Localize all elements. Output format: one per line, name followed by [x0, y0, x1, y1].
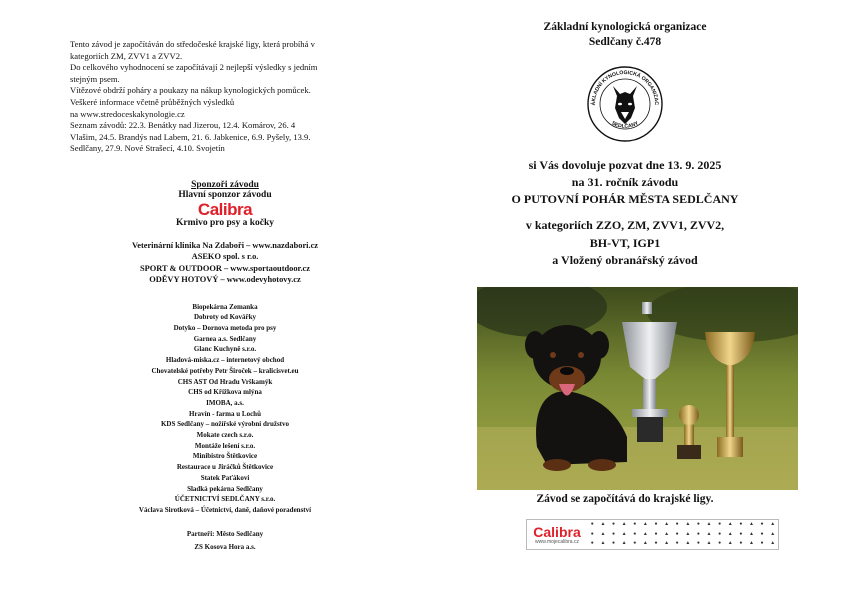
dog-icon: ● — [760, 531, 764, 537]
dog-icon: ● — [654, 531, 658, 537]
dog-icon: ● — [760, 522, 764, 527]
dog-icon: ● — [739, 531, 743, 537]
cat-icon: ▲ — [748, 541, 754, 547]
dog-icon: ● — [675, 541, 679, 547]
info-line: stejným psem. — [70, 73, 120, 84]
sponsor-item: CHS od Křížkova mlýna — [188, 388, 262, 397]
info-line: na www.stredoceskakynologie.cz — [70, 108, 185, 119]
calibra-logo: Calibra — [197, 200, 253, 219]
cat-icon: ▲ — [621, 531, 627, 537]
dog-icon: ● — [675, 522, 679, 527]
cat-icon: ▲ — [664, 541, 670, 547]
dog-icon: ● — [590, 522, 594, 527]
cat-icon: ▲ — [706, 541, 712, 547]
dog-icon: ● — [739, 541, 743, 547]
cat-icon: ▲ — [706, 522, 712, 527]
sponsors-section — [40, 180, 410, 554]
sponsor-item: Veterinární klinika Na Zdaboři – www.nazdabori.cz — [131, 241, 319, 250]
dog-icon: ● — [739, 522, 743, 527]
main-sponsor-label: Hlavní sponzor závodu — [178, 190, 272, 200]
logo-arc-top: ÁKLADNÍ KYNOLOGICKÁ ORGANIZAC — [590, 69, 660, 106]
dog-icon: ● — [654, 522, 658, 527]
dog-icon: ● — [718, 522, 722, 527]
invitation-page — [460, 20, 790, 269]
calibra-banner — [526, 519, 779, 550]
cat-icon: ▲ — [600, 531, 606, 537]
banner-url: www.mojecalibra.cz — [535, 538, 579, 545]
cat-icon: ▲ — [727, 522, 733, 527]
sponsors-title: Sponzoři závodu — [191, 180, 259, 190]
org-number: Sedlčany č.478 — [588, 36, 662, 48]
banner-brand-area — [527, 520, 587, 549]
cat-icon: ▲ — [621, 522, 627, 527]
dog-icon: ● — [696, 522, 700, 527]
dog-icon: ● — [696, 531, 700, 537]
cat-icon: ▲ — [706, 531, 712, 537]
cat-icon: ▲ — [727, 541, 733, 547]
sponsor-item: Dotyko – Dornova metoda pro psy — [173, 324, 277, 333]
categories-line: BH-VT, IGP1 — [589, 235, 661, 250]
sponsor-item: Chovatelské potřeby Petr Široček – kralicisvet.eu — [151, 366, 299, 375]
categories-text — [460, 217, 790, 269]
cat-icon: ▲ — [664, 522, 670, 527]
dog-icon: ● — [718, 531, 722, 537]
partner-item: Partneři: Město Sedlčany — [186, 529, 264, 538]
cat-icon: ▲ — [685, 531, 691, 537]
dog-icon: ● — [612, 522, 616, 527]
sponsor-item: IMOBA, a.s. — [206, 398, 244, 407]
sponsor-item: Glanc Kuchyně s.r.o. — [193, 345, 257, 354]
info-line: kategoriích ZM, ZVV1 a ZVV2. — [70, 50, 183, 61]
sponsor-list-major — [40, 240, 410, 286]
partner-item: ZS Kosova Hora a.s. — [194, 542, 256, 551]
rottweiler-trophies-photo — [477, 287, 798, 490]
sponsor-item: SPORT & OUTDOOR – www.sportaoutdoor.cz — [139, 263, 310, 273]
sponsor-item: Mokate czech s.r.o. — [196, 431, 254, 440]
cat-icon: ▲ — [770, 531, 776, 537]
sponsor-list-minor — [40, 302, 410, 516]
sponsor-item: Statek Paťákovi — [200, 473, 250, 482]
dog-icon: ● — [654, 541, 658, 547]
sponsor-item: ODĚVY HOTOVÝ – www.odevyhotovy.cz — [149, 275, 301, 285]
cat-icon: ▲ — [685, 541, 691, 547]
logo-arc-bottom: SEDLČANY — [610, 120, 640, 130]
invitation-text — [460, 157, 790, 207]
sponsor-item: Hladová-miska.cz – internetový obchod — [165, 356, 285, 365]
sponsor-item: CHS AST Od Hradu Vrškamýk — [177, 377, 273, 386]
cat-icon: ▲ — [748, 522, 754, 527]
sponsor-item: Sladká pekárna Sedlčany — [187, 484, 263, 493]
info-line: Vítězové obdrží poháry a poukazy na nákup kynologických pomůcek. — [70, 85, 311, 96]
partners-list — [40, 528, 410, 554]
main-sponsor-tagline: Krmivo pro psy a kočky — [175, 218, 274, 228]
sponsor-item: Garnea a.s. Sedlčany — [193, 334, 257, 343]
cat-icon: ▲ — [770, 522, 776, 527]
dog-icon: ● — [633, 541, 637, 547]
invite-edition: na 31. ročník závodu — [571, 174, 679, 189]
invite-title: O PUTOVNÍ POHÁR MĚSTA SEDLČANY — [511, 191, 739, 206]
sponsor-item: Václava Sirotková – Účetnictví, daně, daňové poradenství — [138, 505, 312, 514]
dog-icon: ● — [590, 541, 594, 547]
cat-icon: ▲ — [664, 531, 670, 537]
club-logo — [585, 64, 665, 144]
dog-icon: ● — [633, 531, 637, 537]
cat-icon: ▲ — [642, 531, 648, 537]
org-name: Základní kynologická organizace — [543, 21, 707, 33]
info-line: Seznam závodů: 22.3. Benátky nad Jizerou, 12.4. Komárov, 26. 4 — [70, 120, 296, 131]
info-line: Do celkového vyhodnocení se započítávají 2 nejlepší výsledky s jedním — [70, 62, 318, 73]
dog-icon: ● — [590, 531, 594, 537]
cat-icon: ▲ — [642, 522, 648, 527]
dog-icon: ● — [633, 522, 637, 527]
cat-icon: ▲ — [748, 531, 754, 537]
dog-icon: ● — [718, 541, 722, 547]
league-caption: Závod se započítává do krajské ligy. — [536, 493, 714, 505]
sponsor-item: ÚČETNICTVÍ SEDLČANY s.r.o. — [174, 495, 276, 504]
info-line: Tento závod je započítáván do středočeské krajské ligy, která probíhá v — [70, 39, 315, 49]
cat-icon: ▲ — [621, 541, 627, 547]
league-info — [70, 39, 400, 155]
sponsor-item: ASEKO spol. s r.o. — [191, 252, 259, 262]
sponsor-item: Montáže lešení s.r.o. — [194, 441, 256, 450]
categories-line: v kategoriích ZZO, ZM, ZVV1, ZVV2, — [525, 218, 725, 233]
cat-icon: ▲ — [600, 541, 606, 547]
sponsor-item: Dobroty od Kovářky — [193, 313, 257, 322]
invite-date: si Vás dovoluje pozvat dne 13. 9. 2025 — [528, 158, 722, 172]
info-line: Vlašim, 24.5. Brandýs nad Labem, 21. 6. Jabkenice, 6.9. Pyšely, 13.9. — [70, 131, 311, 142]
dog-icon: ● — [696, 541, 700, 547]
cat-icon: ▲ — [600, 522, 606, 527]
sponsor-item: Hravín - farma u Lochů — [189, 409, 261, 418]
pet-icons-pattern — [587, 520, 778, 549]
dog-icon: ● — [612, 531, 616, 537]
banner-calibra-logo: Calibra — [533, 523, 581, 540]
dog-icon: ● — [675, 531, 679, 537]
cat-icon: ▲ — [642, 541, 648, 547]
sponsor-item: Restaurace u Jiráčků Štětkovice — [176, 463, 274, 472]
categories-line: a Vložený obranářský závod — [552, 252, 698, 267]
dog-icon: ● — [612, 541, 616, 547]
sponsor-item: Biopekárna Zemanka — [192, 302, 258, 311]
cat-icon: ▲ — [770, 541, 776, 547]
cat-icon: ▲ — [727, 531, 733, 537]
info-line: Veškeré informace včetně průběžných výsledků — [70, 96, 235, 107]
dog-icon: ● — [760, 541, 764, 547]
sponsor-item: Minibistro Štětkovice — [192, 452, 258, 461]
sponsor-item: KDS Sedlčany – nožířské výrobní družstvo — [160, 420, 290, 429]
cat-icon: ▲ — [685, 522, 691, 527]
info-line: Sedlčany, 27.9. Nové Strašecí, 4.10. Svojetín — [70, 143, 225, 154]
